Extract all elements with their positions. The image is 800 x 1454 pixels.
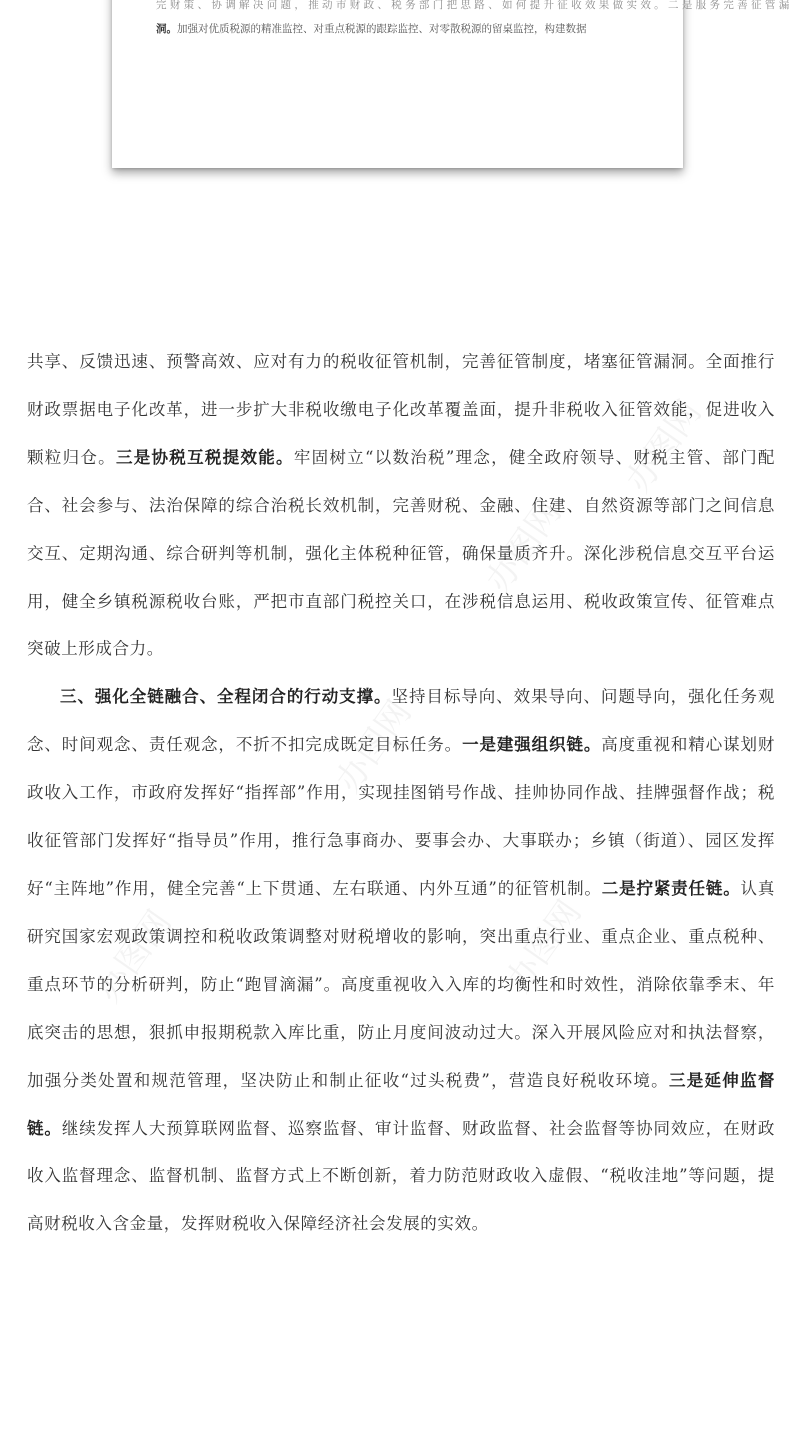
page-preview-line: 完 财 策 、 协 调 解 决 问 题 ， 推 动 市 财 政 、 税 务 部 门 把 思 路 、 如 何 提 升 征 收 效 果 做 实 效 。 二 是 服 务 完 善 征 管 漏: [156, 0, 790, 11]
paragraph-text: 牢固树立“以数治税”理念，健全政府领导、财税主管、部门配合、社会参与、法治保障的综合治税长效机制，完善财税、金融、住建、自然资源等部门之间信息交互、定期沟通、综合研判等机制，强化主体税种征管，确保量质齐升。深化涉税信息交互平台运用，健全乡镇税源税收台账，严把市直部门税控关口，在涉税信息运用、税收政策宣传、征管难点突破上形成合力。: [27, 447, 776, 659]
bold-heading: 一是建强组织链。: [462, 735, 602, 755]
document-page-preview: [112, 0, 790, 168]
document-body: [27, 338, 775, 1248]
page-preview-text: 加强对优质税源的精准监控、对重点税源的跟踪监控、对零散税源的留桌监控，构建数据: [177, 23, 587, 35]
paragraph-text: 认真研究国家宏观政策调控和税收政策调整对财税增收的影响，突出重点行业、重点企业、重点税种、重点环节的分析研判，防止“跑冒滴漏”。高度重视收入入库的均衡性和时效性，消除依靠季末、年底突击的思想，狠抓申报期税款入库比重，防止月度间波动过大。深入开展风险应对和执法督察，加强分类处置和规范管理，坚决防止和制止征收“过头税费”，营造良好税收环境。: [27, 878, 775, 1090]
watermark-text: 办图网: [88, 903, 180, 1010]
paragraph-section-three: [27, 673, 775, 1248]
page-preview-line: [156, 22, 656, 36]
bold-heading: 三是协税互税提效能。: [115, 447, 294, 467]
watermark-text: 办图网: [618, 393, 710, 500]
section-heading: 三、强化全链融合、全程闭合的行动支撑。: [60, 687, 392, 707]
watermark-text: 办图网: [478, 493, 570, 600]
paragraph-tax-collaboration: [27, 338, 775, 673]
paragraph-text: 坚持目标导向、效果导向、问题导向，强化任务观念、时间观念、责任观念，不折不扣完成既定目标任务。: [27, 687, 775, 755]
page-preview-bold-text: 洞。: [156, 23, 177, 35]
watermark-text: 办图网: [328, 693, 420, 800]
bold-heading: 三是延伸监督链。: [27, 1070, 775, 1138]
bold-heading: 二是拧紧责任链。: [601, 878, 741, 898]
paragraph-text: 继续发挥人大预算联网监督、巡察监督、审计监督、财政监督、社会监督等协同效应，在财政收入监督理念、监督机制、监督方式上不断创新，着力防范财政收入虚假、“税收洼地”等问题，提高财税收入含金量，发挥财税收入保障经济社会发展的实效。: [27, 1118, 775, 1234]
paragraph-text: 共享、反馈迅速、预警高效、应对有力的税收征管机制，完善征管制度，堵塞征管漏洞。全面推行财政票据电子化改革，进一步扩大非税收缴电子化改革覆盖面，提升非税收入征管效能，促进收入颗粒归仓。: [27, 352, 775, 467]
watermark-text: 办图网: [498, 893, 590, 1000]
paragraph-text: 高度重视和精心谋划财政收入工作，市政府发挥好“指挥部”作用，实现挂图销号作战、挂帅协同作战、挂牌强督作战；税收征管部门发挥好“指导员”作用，推行急事商办、要事会办、大事联办；乡镇（街道）、园区发挥好“主阵地”作用，健全完善“上下贯通、左右联通、内外互通”的征管机制。: [27, 735, 776, 898]
